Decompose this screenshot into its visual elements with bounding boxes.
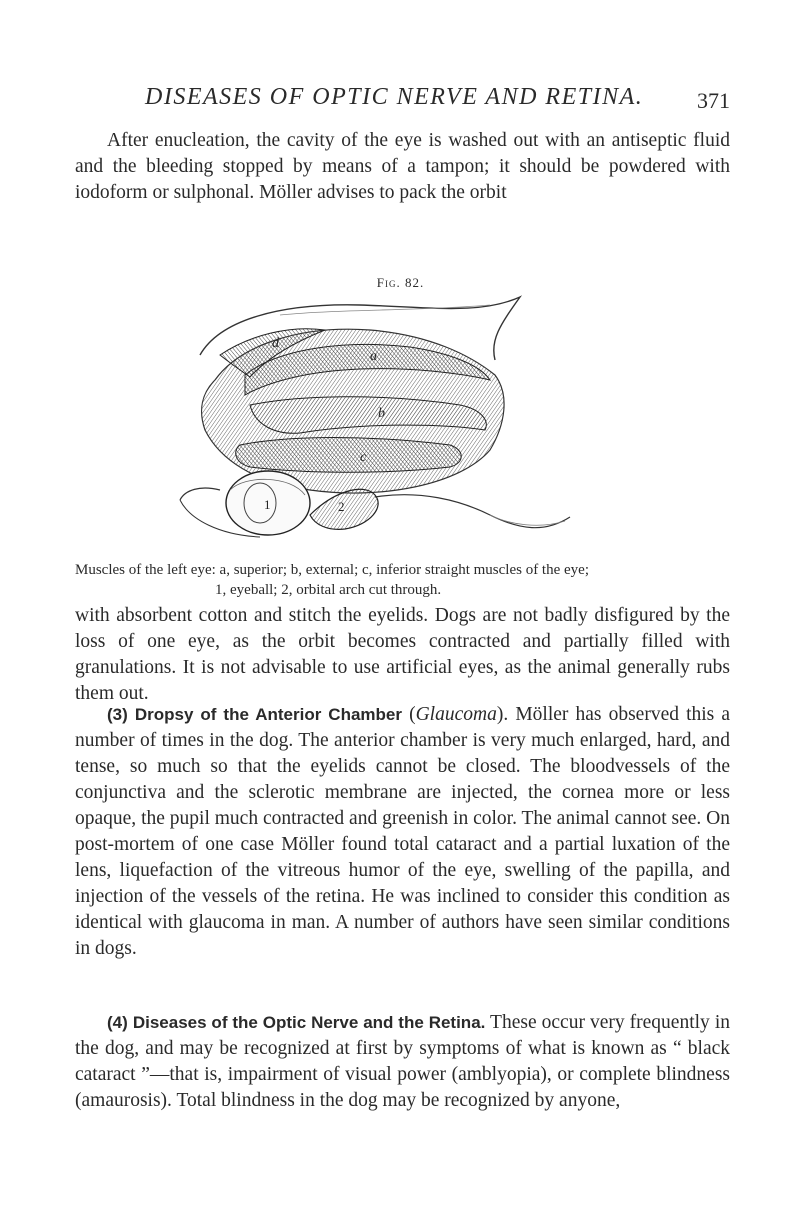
section-3-heading: Dropsy of the Anterior Chamber [134,705,402,724]
paragraph-enucleation: After enucleation, the cavity of the eye is washed out with an antiseptic fluid and the bleeding stopped by means of a tampon; it should be powdered with iodoform or sulphonal. Möller advises to pack the orbit [75,130,730,203]
section-4-heading: Diseases of the Optic Nerve and the Retina. [132,1013,486,1032]
figure-caption [75,560,730,600]
mark-d: d [272,336,279,351]
section-3-latin-close: ). [496,704,509,725]
caption-line-1: Muscles of the left eye: a, superior; b, external; c, inferior straight muscles of the eye; [75,562,589,578]
section-optic-nerve [75,1010,730,1114]
anatomical-illustration-eye-muscles [160,285,650,557]
section-4-number: (4) [107,1013,128,1032]
section-3-number: (3) [107,705,128,724]
section-glaucoma [75,702,730,962]
mark-1: 1 [264,497,271,512]
mark-a: a [370,349,377,364]
mark-b: b [378,406,385,421]
section-3-text: Möller has observed this a number of times in the dog. The anterior chamber is very much enlarged, hard, and tense, so much so that the eyelids cannot be closed. The bloodvessels of the conjunctiva and the sclerotic membrane are injected, the cornea more or less opaque, the pupil much contracted and greenish in color. The animal cannot see. On post-mortem of one case Möller found total cataract and a partial luxation of the lens, liquefaction of the vitreous humor of the eye, swelling of the papilla, and injection of the vessels of the retina. He was inclined to consider this condition as identical with glaucoma in man. A number of authors have seen similar conditions in dogs. [75,704,731,959]
mark-2: 2 [338,499,345,514]
caption-line-2: 1, eyeball; 2, orbital arch cut through. [215,582,442,598]
page-number: 371 [697,88,730,113]
section-3-latin-term: Glaucoma [415,704,497,725]
paragraph-absorbent-cotton: with absorbent cotton and stitch the eyelids. Dogs are not badly disfigured by the loss of one eye, as the orbit becomes contracted and partially filled with granulations. It is not advisable to use artificial eyes, as the animal generally rubs them out. [75,605,730,704]
section-4-text: These occur very frequently in the dog, and may be recognized at first by symptoms of what is known as “ black cataract ”—that is, impairment of visual power (amblyopia), or complete blindness (amaurosis). Total blindness in the dog may be recognized by anyone, [75,1012,730,1111]
running-head-title: DISEASES OF OPTIC NERVE AND RETINA. [145,84,644,110]
figure-label: Fig. 82. [376,275,425,290]
running-head [145,80,745,120]
section-3-latin-open: ( [409,704,416,725]
inferior-muscle [236,438,462,473]
mark-c: c [360,450,367,465]
